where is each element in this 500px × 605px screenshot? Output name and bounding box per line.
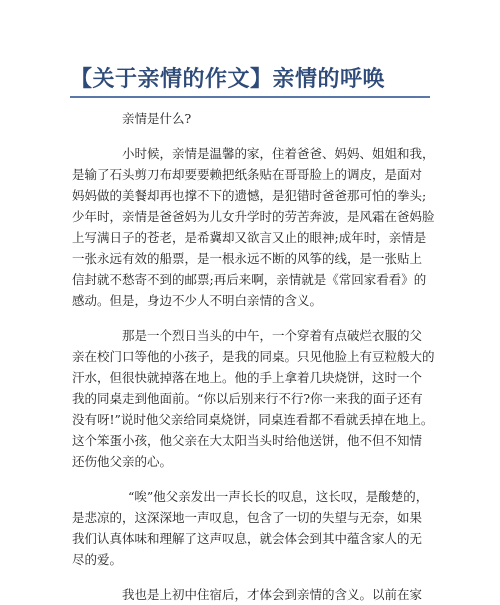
article-body: [72, 108, 436, 605]
title-underline: [70, 96, 430, 98]
paragraph-line: 小时候，亲情是温馨的家，住着爸爸、妈妈、姐姐和我，: [122, 146, 435, 161]
paragraph-line: 尽的爱。: [72, 552, 123, 567]
paragraph-line: 汗水，但很快就掉落在地上。他的手上拿着几块烧饼，这时一个: [72, 370, 423, 385]
paragraph-line: “唉”他父亲发出一声长长的叹息，这长叹，是酸楚的，: [128, 489, 429, 504]
paragraph-line: 感动。但是，身边不少人不明白亲情的含义。: [72, 293, 323, 308]
paragraph-line: 少年时，亲情是爸爸妈为儿女升学时的劳苦奔波，是风霜在爸妈脸: [72, 209, 435, 224]
paragraph-2: [72, 325, 436, 472]
paragraph-line: 我们认真体味和理解了这声叹息，就会体会到其中蕴含家人的无: [72, 531, 423, 546]
paragraph-4: [72, 584, 436, 605]
paragraph-line: 那是一个烈日当头的中午，一个穿着有点破烂衣服的父: [122, 328, 423, 343]
paragraph-1: [72, 143, 436, 311]
document-title: 【关于亲情的作文】亲情的呼唤: [70, 67, 386, 92]
paragraph-line: 上写满日子的苍老，是希冀却又欲言又止的眼神;成年时，亲情是: [72, 230, 427, 245]
question-line: 亲情是什么?: [122, 111, 192, 126]
paragraph-line: 还伤他父亲的心。: [72, 454, 173, 469]
paragraph-line: 没有呀!”说时他父亲给同桌烧饼，同桌连看都不看就丢掉在地上。: [72, 412, 434, 427]
paragraph-3: [72, 486, 436, 570]
paragraph-line: 是悲凉的，这深深地一声叹息，包含了一切的失望与无奈，如果: [72, 510, 423, 525]
paragraph-line: 这个笨蛋小孩，他父亲在大太阳当头时给他送饼，他不但不知情: [72, 433, 423, 448]
paragraph-line: 我的同桌走到他面前。“你以后别来行不行?你一来我的面子还有: [72, 391, 423, 406]
paragraph-line: 亲在校门口等他的小孩子，是我的同桌。只见他脸上有豆粒般大的: [72, 349, 435, 364]
paragraph-line: 一张永远有效的船票，是一根永远不断的风筝的线，是一张贴上: [72, 251, 423, 266]
paragraph-line: 我也是上初中住宿后，才体会到亲情的含义。以前在家: [122, 587, 423, 602]
paragraph-line: 妈妈做的美餐却再也撑不下的遗憾，是犯错时爸爸那可怕的拳头;: [72, 188, 427, 203]
paragraph-line: 信封就不愁寄不到的邮票;再后来啊，亲情就是《常回家看看》的: [72, 272, 427, 287]
paragraph-line: 是输了石头剪刀布却要要赖把纸条贴在哥哥脸上的调皮，是面对: [72, 167, 423, 182]
